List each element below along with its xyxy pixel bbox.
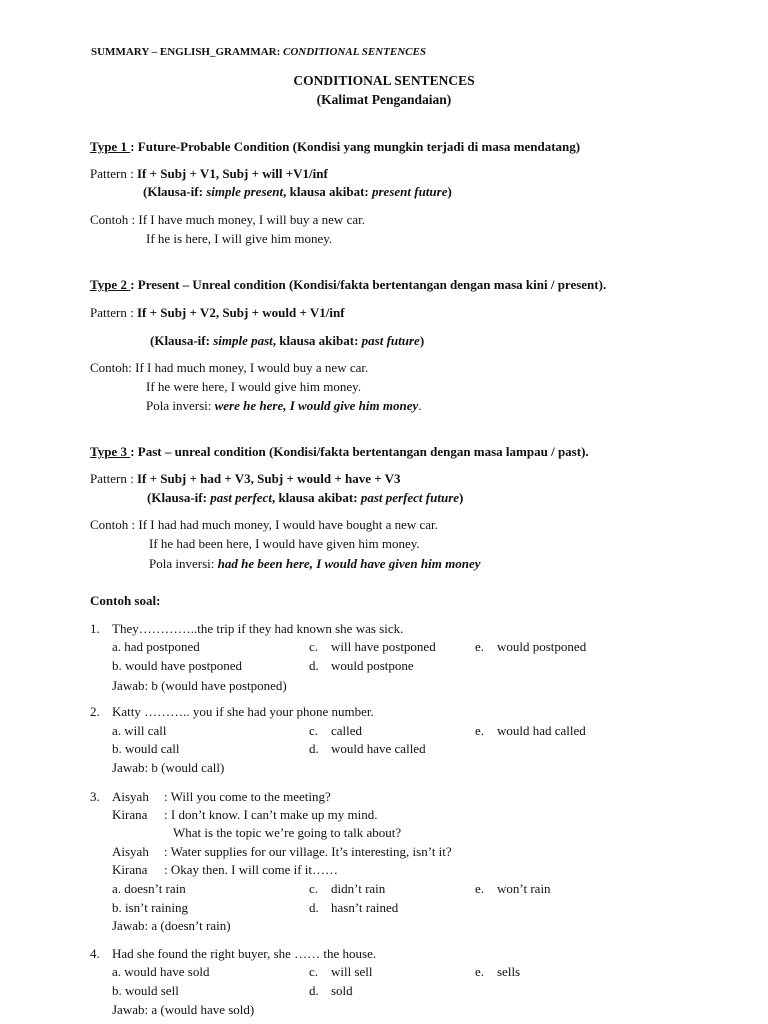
type1-example-2: If he is here, I will give him money.	[146, 231, 333, 246]
type3-inversion-label: Pola inversi:	[149, 556, 218, 571]
type1-heading-text: : Future-Probable Condition (Kondisi yang mungkin terjadi di masa mendatang)	[130, 139, 581, 154]
option-c-letter: c.	[309, 639, 319, 654]
option-e-letter: e.	[475, 964, 485, 979]
question-text: Had she found the right buyer, she …… the house.	[112, 946, 377, 961]
type2-inversion	[146, 398, 422, 414]
option-d: sold	[331, 983, 353, 998]
type2-klausa-end: )	[419, 333, 425, 348]
option-c: didn’t rain	[331, 881, 386, 896]
option-d-letter: d.	[309, 983, 319, 998]
running-header	[91, 44, 426, 60]
dialog-line: What is the topic we’re going to talk about?	[173, 825, 402, 840]
option-a: a. will call	[112, 723, 167, 738]
option-a: a. would have sold	[112, 964, 210, 979]
type3-pattern-label: Pattern :	[90, 471, 137, 486]
answer: Jawab: b (would have postponed)	[112, 678, 287, 693]
option-e: won’t rain	[497, 881, 551, 896]
type2-inversion-label: Pola inversi:	[146, 398, 215, 413]
type2-inversion-text: were he here, I would give him money	[214, 398, 419, 413]
question-text: They…………..the trip if they had known she was sick.	[112, 621, 404, 636]
option-e-letter: e.	[475, 723, 485, 738]
dialog-speaker: Kirana	[112, 807, 148, 822]
page-title: CONDITIONAL SENTENCES	[293, 73, 475, 88]
option-e-letter: e.	[475, 639, 485, 654]
option-d-letter: d.	[309, 741, 319, 756]
type2-klausa-mid: , klausa akibat:	[272, 333, 362, 348]
question-number: 4.	[90, 946, 100, 961]
type2-label: Type 2	[90, 277, 131, 292]
type1-example-1: Contoh : If I have much money, I will buy a new car.	[90, 212, 365, 227]
option-e: sells	[497, 964, 521, 979]
type1-pattern	[90, 166, 328, 182]
option-c-letter: c.	[309, 964, 319, 979]
dialog-speaker: Aisyah	[112, 844, 149, 859]
type2-klausa-if: simple past	[213, 333, 273, 348]
type3-pattern	[90, 471, 401, 487]
option-a: a. had postponed	[112, 639, 200, 654]
type3-heading	[90, 444, 589, 460]
option-d-letter: d.	[309, 658, 319, 673]
type1-pattern-formula: If + Subj + V1, Subj + will +V1/inf	[136, 166, 328, 181]
type3-example-1: Contoh : If I had had much money, I would have bought a new car.	[90, 517, 438, 532]
dialog-line: : Will you come to the meeting?	[164, 789, 331, 804]
type1-label: Type 1	[90, 139, 131, 154]
type2-klausa	[150, 333, 424, 349]
question-number: 2.	[90, 704, 100, 719]
question-number: 3.	[90, 789, 100, 804]
type3-klausa-prefix: (Klausa-if:	[147, 490, 211, 505]
type2-pattern-formula: If + Subj + V2, Subj + would + V1/inf	[136, 305, 345, 320]
option-b: b. would have postponed	[112, 658, 242, 673]
option-d: hasn’t rained	[331, 900, 399, 915]
option-c-letter: c.	[309, 881, 319, 896]
option-b: b. isn’t raining	[112, 900, 188, 915]
answer: Jawab: a (doesn’t rain)	[112, 918, 231, 933]
dialog-line: : Okay then. I will come if it……	[164, 862, 339, 877]
type3-inversion	[149, 556, 481, 572]
option-d: would postpone	[331, 658, 414, 673]
type3-klausa-end: )	[459, 490, 464, 505]
type2-klausa-prefix: (Klausa-if:	[150, 333, 214, 348]
option-d: would have called	[331, 741, 426, 756]
header-topic: CONDITIONAL SENTENCES	[280, 46, 426, 58]
dialog-line: : Water supplies for our village. It’s interesting, isn’t it?	[164, 844, 452, 859]
option-e-letter: e.	[475, 881, 485, 896]
type3-pattern-formula: If + Subj + had + V3, Subj + would + have + V3	[136, 471, 401, 486]
option-c: will sell	[331, 964, 373, 979]
type3-klausa-result: past perfect future	[360, 490, 460, 505]
answer: Jawab: a (would have sold)	[112, 1002, 255, 1017]
option-b: b. would call	[112, 741, 180, 756]
header-prefix: SUMMARY – ENGLISH_GRAMMAR:	[91, 46, 281, 58]
type2-heading-text: : Present – Unreal condition (Kondisi/fakta bertentangan dengan masa kini / present).	[130, 277, 607, 292]
answer: Jawab: b (would call)	[112, 760, 225, 775]
option-c: called	[331, 723, 363, 738]
type1-pattern-label: Pattern :	[90, 166, 137, 181]
type3-heading-text: : Past – unreal condition (Kondisi/fakta bertentangan dengan masa lampau / past).	[130, 444, 589, 459]
type3-klausa-mid: , klausa akibat:	[271, 490, 361, 505]
option-c: will have postponed	[331, 639, 436, 654]
type1-klausa	[143, 184, 452, 200]
option-a: a. doesn’t rain	[112, 881, 186, 896]
type1-klausa-prefix: (Klausa-if:	[143, 184, 207, 199]
question-text: Katty ……….. you if she had your phone number.	[112, 704, 374, 719]
type2-example-1: Contoh: If I had much money, I would buy a new car.	[90, 360, 369, 375]
type3-klausa-if: past perfect	[210, 490, 272, 505]
exercises-heading: Contoh soal:	[90, 593, 161, 608]
question-number: 1.	[90, 621, 100, 636]
type3-inversion-text: had he been here, I would have given him money	[217, 556, 481, 571]
type2-heading	[90, 277, 606, 293]
type3-label: Type 3	[90, 444, 131, 459]
dialog-line: : I don’t know. I can’t make up my mind.	[164, 807, 378, 822]
option-d-letter: d.	[309, 900, 319, 915]
type1-klausa-mid: , klausa akibat:	[283, 184, 372, 199]
option-e: would had called	[497, 723, 586, 738]
type2-example-2: If he were here, I would give him money.	[146, 379, 362, 394]
page-subtitle: (Kalimat Pengandaian)	[316, 92, 452, 107]
type2-klausa-result: past future	[361, 333, 420, 348]
type1-heading	[90, 139, 580, 155]
type1-klausa-end: )	[447, 184, 452, 199]
type3-klausa	[147, 490, 463, 506]
dialog-speaker: Aisyah	[112, 789, 149, 804]
type3-example-2: If he had been here, I would have given him money.	[149, 536, 420, 551]
dialog-speaker: Kirana	[112, 862, 148, 877]
option-c-letter: c.	[309, 723, 319, 738]
type2-inversion-end: .	[418, 398, 422, 413]
type2-pattern-label: Pattern :	[90, 305, 137, 320]
type1-klausa-if: simple present	[206, 184, 284, 199]
type2-pattern	[90, 305, 345, 321]
option-b: b. would sell	[112, 983, 179, 998]
type1-klausa-result: present future	[372, 184, 448, 199]
option-e: would postponed	[497, 639, 587, 654]
